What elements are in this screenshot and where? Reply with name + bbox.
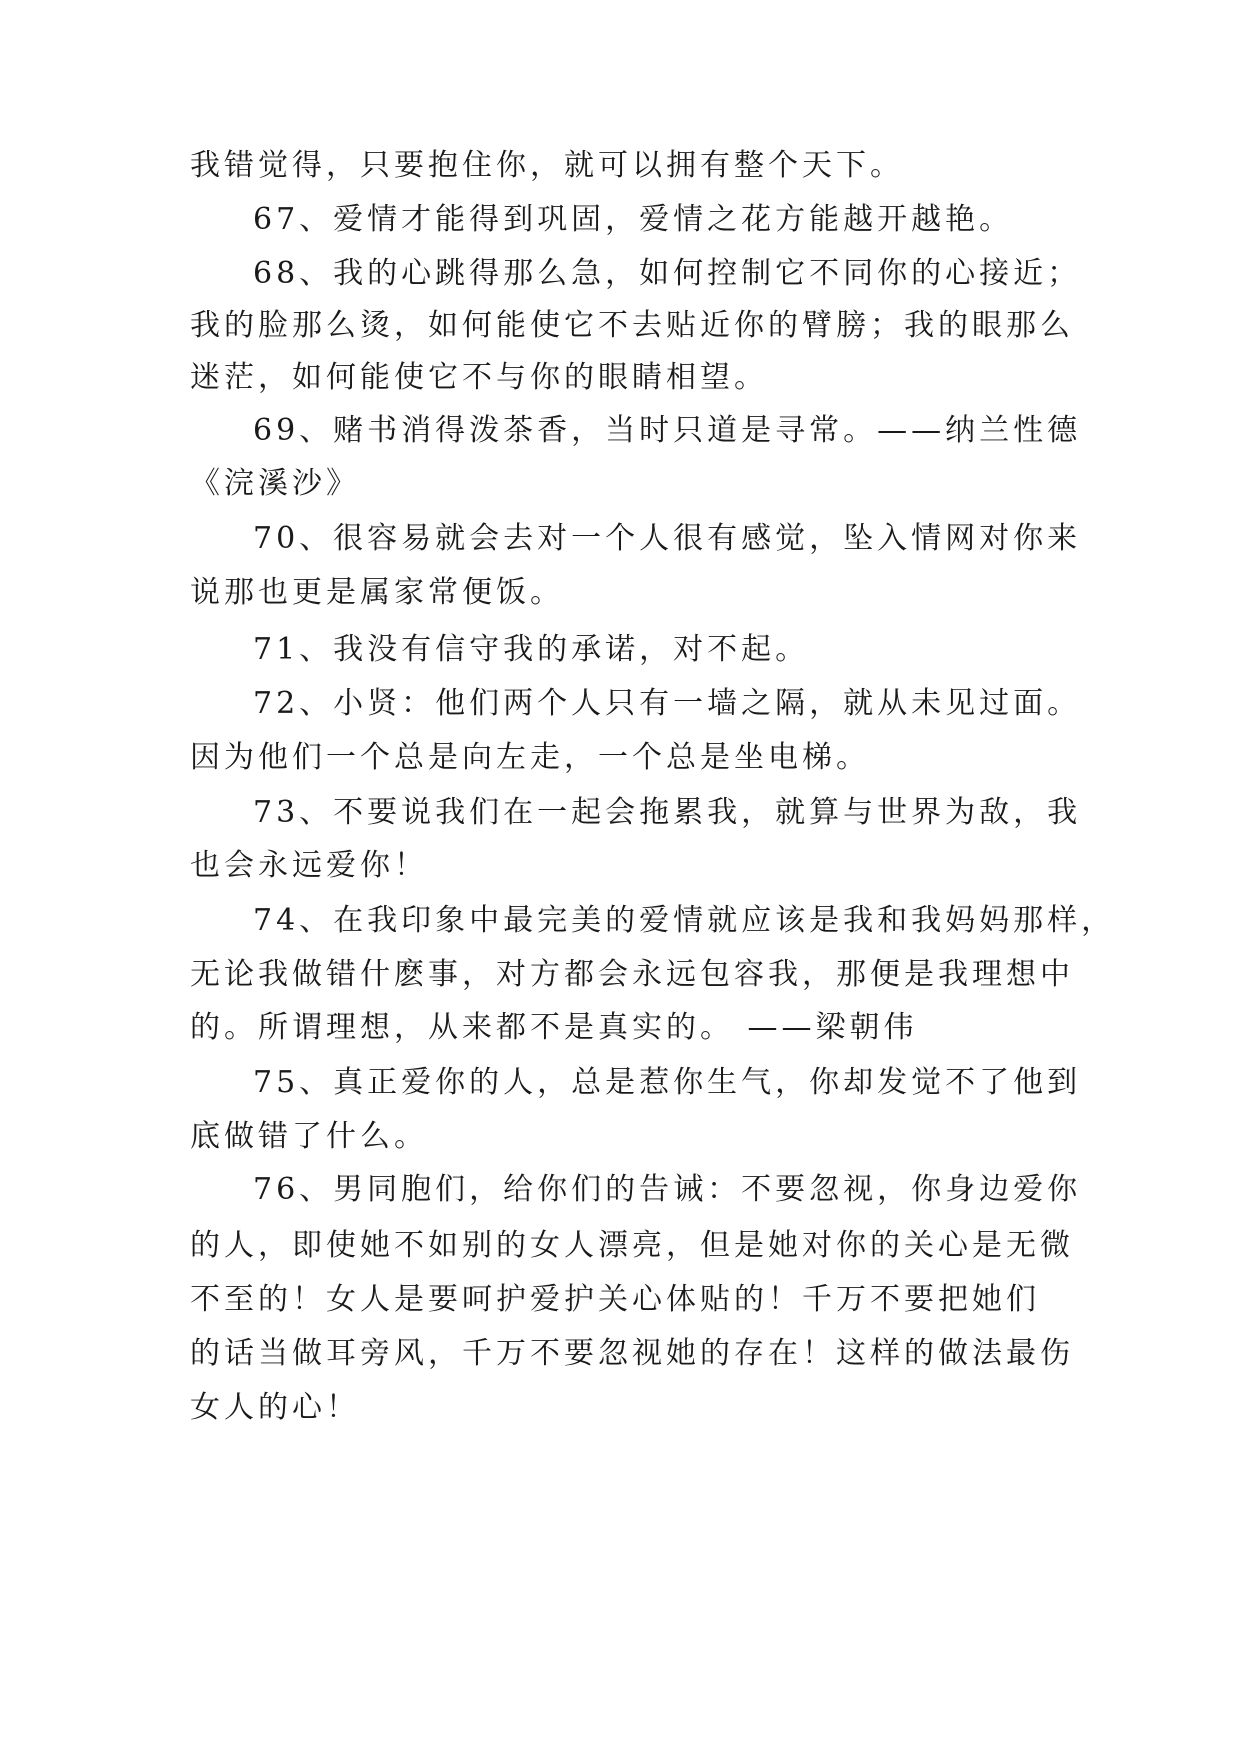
text-line: 75、真正爱你的人，总是惹你生气，你却发觉不了他到 [253, 1065, 1082, 1100]
text-line: 74、在我印象中最完美的爱情就应该是我和我妈妈那样， [253, 903, 1116, 938]
text-line: 67、爱情才能得到巩固，爱情之花方能越开越艳。 [253, 202, 1014, 237]
text-line: 说那也更是属家常便饭。 [190, 575, 564, 610]
text-line: 无论我做错什麽事，对方都会永远包容我，那便是我理想中 [190, 957, 1074, 992]
text-line: 的话当做耳旁风，千万不要忽视她的存在！这样的做法最伤 [190, 1336, 1074, 1371]
text-line: 我错觉得，只要抱住你，就可以拥有整个天下。 [190, 148, 904, 183]
text-line: 也会永远爱你！ [190, 848, 428, 883]
text-line: 68、我的心跳得那么急，如何控制它不同你的心接近； [253, 256, 1082, 291]
text-line: 的人，即使她不如别的女人漂亮，但是她对你的关心是无微 [190, 1228, 1074, 1263]
text-line: 底做错了什么。 [190, 1119, 428, 1154]
text-line: 我的脸那么烫，如何能使它不去贴近你的臂膀；我的眼那么 [190, 308, 1074, 343]
text-line: 72、小贤：他们两个人只有一墙之隔，就从未见过面。 [253, 686, 1082, 721]
text-line: 迷茫，如何能使它不与你的眼睛相望。 [190, 360, 768, 395]
text-line: 《浣溪沙》 [190, 466, 360, 501]
text-line: 73、不要说我们在一起会拖累我，就算与世界为敌，我 [253, 795, 1082, 830]
text-line: 69、赌书消得泼茶香，当时只道是寻常。——纳兰性德 [253, 413, 1082, 448]
text-line: 不至的！女人是要呵护爱护关心体贴的！千万不要把她们 [190, 1282, 1040, 1317]
text-line: 71、我没有信守我的承诺，对不起。 [253, 632, 810, 667]
text-line: 因为他们一个总是向左走，一个总是坐电梯。 [190, 740, 870, 775]
text-line: 女人的心！ [190, 1390, 360, 1425]
text-line: 的。所谓理想，从来都不是真实的。 ——梁朝伟 [190, 1010, 918, 1045]
text-line: 70、很容易就会去对一个人很有感觉，坠入情网对你来 [253, 521, 1082, 556]
text-line: 76、男同胞们，给你们的告诫：不要忽视，你身边爱你 [253, 1172, 1082, 1207]
